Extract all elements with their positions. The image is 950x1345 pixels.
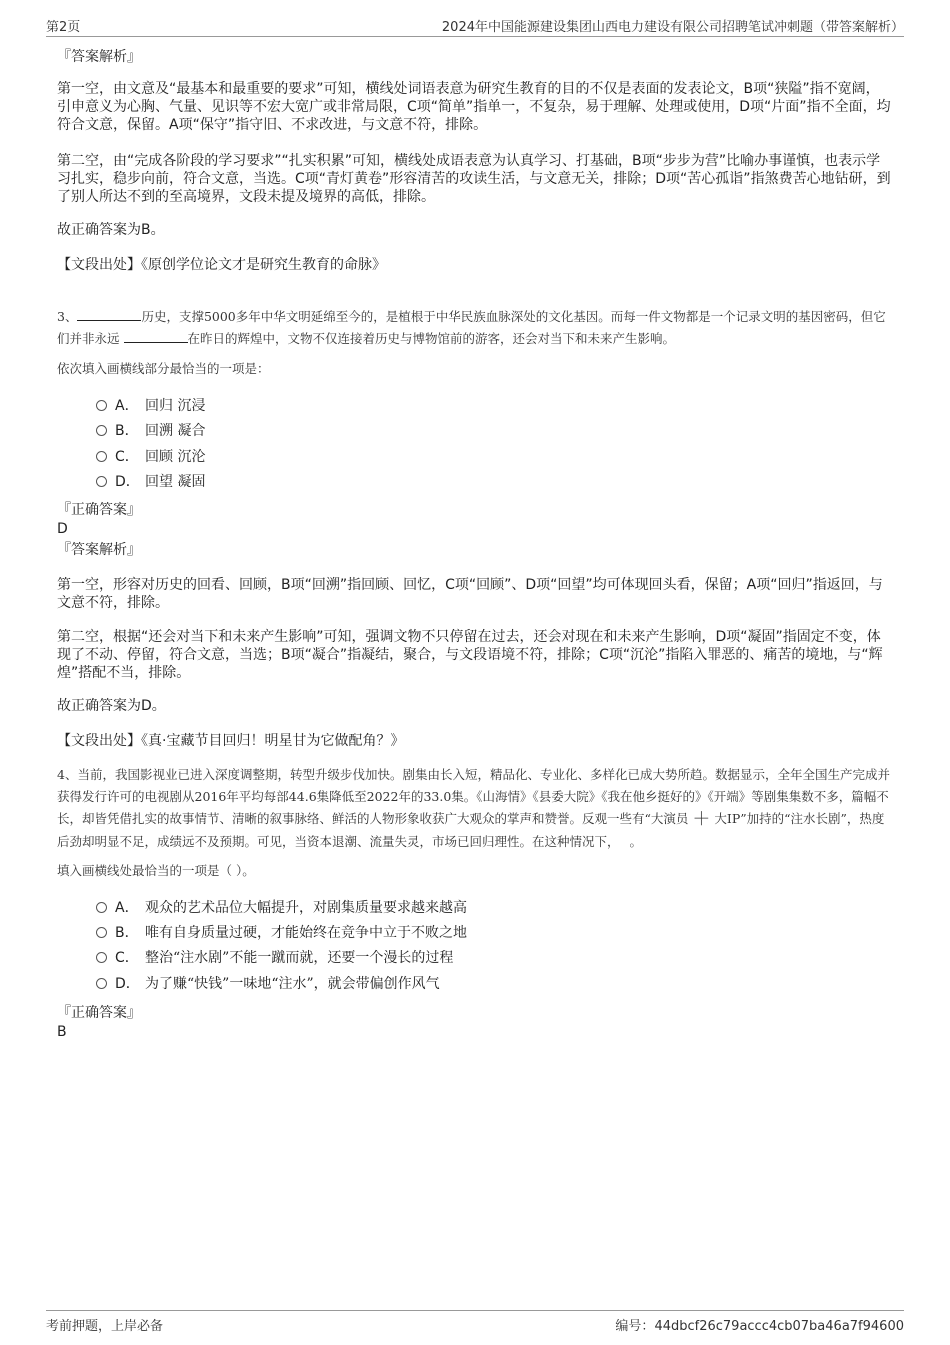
q3-option-c[interactable]: C． 回顾 沉沦 <box>96 447 205 467</box>
q3-stem-part1: 历史，支撑5000多年中华文明延绵至今的，是植根于中华民族血脉深处的文化基因。而每一件文物都是一个记录文明的基因密码，但它们并非永远 <box>57 309 886 346</box>
q3-analysis-para2: 第二空，根据“还会对当下和未来产生影响”可知，强调文物不只停留在过去，还会对现在和未来产生影响，D项“凝固”指固定不变，体现了不动、停留，符合文意，当选；B项“凝合”指凝结，聚合，与文段语境不符，排除；C项“沉沦”指陷入罪恶的、痛苦的境地，与“辉煌”搭配不当，排除。 <box>57 629 883 681</box>
radio-icon[interactable] <box>96 425 107 436</box>
plus-symbol: ＋ <box>692 809 711 830</box>
q4-answer-heading: 『正确答案』 <box>57 1005 141 1021</box>
radio-icon[interactable] <box>96 400 107 411</box>
q4-blank <box>620 834 630 846</box>
page-footer <box>46 1310 904 1335</box>
q4-answer: B <box>57 1024 67 1040</box>
q3-answer-heading: 『正确答案』 <box>57 502 141 518</box>
footer-slogan: 考前押题，上岸必备 <box>46 1319 164 1334</box>
document-title: 2024年中国能源建设集团山西电力建设有限公司招聘笔试冲刺题（带答案解析） <box>441 20 904 35</box>
q3-option-b[interactable]: B． 回溯 凝合 <box>96 421 205 441</box>
radio-icon[interactable] <box>96 978 107 989</box>
radio-icon[interactable] <box>96 476 107 487</box>
q4-option-a[interactable]: A． 观众的艺术品位大幅提升，对剧集质量要求越来越高 <box>96 898 467 918</box>
q3-analysis-heading: 『答案解析』 <box>57 542 141 558</box>
radio-icon[interactable] <box>96 451 107 462</box>
radio-icon[interactable] <box>96 902 107 913</box>
radio-icon[interactable] <box>96 952 107 963</box>
q4-option-d[interactable]: D． 为了赚“快钱”一味地“注水”，就会带偏创作风气 <box>96 974 440 994</box>
q4-number: 4、 <box>57 767 78 782</box>
q3-option-d[interactable]: D． 回望 凝固 <box>96 472 205 492</box>
q3-number: 3、 <box>57 309 78 324</box>
q3-source: 【文段出处】《真·宝藏节目回归！明星甘为它做配角？》 <box>57 733 405 749</box>
radio-icon[interactable] <box>96 927 107 938</box>
q3-conclusion: 故正确答案为D。 <box>57 698 166 714</box>
q4-option-c[interactable]: C． 整治“注水剧”不能一蹴而就，还要一个漫长的过程 <box>96 948 453 968</box>
q4-stem-part3: 。 <box>629 834 643 849</box>
q3-blank-2 <box>124 330 188 343</box>
q4-stem <box>57 764 893 853</box>
q2-analysis-para1: 第一空，由文意及“最基本和最重要的要求”可知，横线处词语表意为研究生教育的目的不仅是表面的发表论文，B项“狭隘”指不宽阔，引申意义为心胸、气量、见识等不宏大宽广或非常局限，C项“简单”指单一，不复杂，易于理解、处理或使用，D项“片面”指不全面，均符合文意，保留。A项“保守”指守旧、不求改进，与文意不符，排除。 <box>57 81 891 133</box>
q3-analysis-para1: 第一空，形容对历史的回看、回顾，B项“回溯”指回顾、回忆，C项“回顾”、D项“回望”均可体现回头看，保留；A项“回归”指返回，与文意不符，排除。 <box>57 577 883 611</box>
page-number: 第2页 <box>46 20 81 35</box>
q3-stem-part2: 在昨日的辉煌中，文物不仅连接着历史与博物馆前的游客，还会对当下和未来产生影响。 <box>187 331 676 346</box>
q4-prompt: 填入画横线处最恰当的一项是（ ）。 <box>57 863 255 878</box>
q2-conclusion: 故正确答案为B。 <box>57 222 165 238</box>
page-header <box>46 14 904 37</box>
q3-prompt: 依次填入画横线部分最恰当的一项是： <box>57 361 270 376</box>
q3-blank-1 <box>77 308 141 321</box>
q2-source: 【文段出处】《原创学位论文才是研究生教育的命脉》 <box>57 257 386 273</box>
q4-option-b[interactable]: B． 唯有自身质量过硬，才能始终在竞争中立于不败之地 <box>96 923 467 943</box>
q3-option-a[interactable]: A． 回归 沉浸 <box>96 396 205 416</box>
q2-analysis-para2: 第二空，由“完成各阶段的学习要求”“扎实积累”可知，横线处成语表意为认真学习、打基础，B项“步步为营”比喻办事谨慎，也表示学习扎实，稳步向前，符合文意，当选。C项“青灯黄卷”形容清苦的攻读生活，与文意无关，排除；D项“苦心孤诣”指煞费苦心地钻研，到了别人所达不到的至高境界，文段未提及境界的高低，排除。 <box>57 153 891 205</box>
q2-analysis-heading: 『答案解析』 <box>57 49 141 65</box>
q4-stem-part1: 当前，我国影视业已进入深度调整期，转型升级步伐加快。剧集由长入短，精品化、专业化、多样化已成大势所趋。数据显示，全年全国生产完成并获得发行许可的电视剧从2016年平均每部44.6集降低至2022年的33.0集。《山海情》《县委大院》《我在他乡挺好的》《开端》等剧集集数不多，篇幅不长，却皆凭借扎实的故事情节、清晰的叙事脉络、鲜活的人物形象收获广大观众的掌声和赞誉。反观一些有“大演员 <box>57 767 890 826</box>
q3-stem <box>57 306 893 350</box>
q4-stem-part2: 大IP”加持的“注水长剧”，热度后劲却明显不足，成绩远不及预期。可见，当资本退潮、流量失灵，市场已回归理性。在这种情况下， <box>57 811 885 849</box>
q3-answer: D <box>57 521 68 537</box>
code-value: 44dbcf26c79accc4cb07ba46a7f94600 <box>654 1319 904 1334</box>
code-label: 编号： <box>615 1319 655 1334</box>
document-code <box>615 1315 904 1334</box>
